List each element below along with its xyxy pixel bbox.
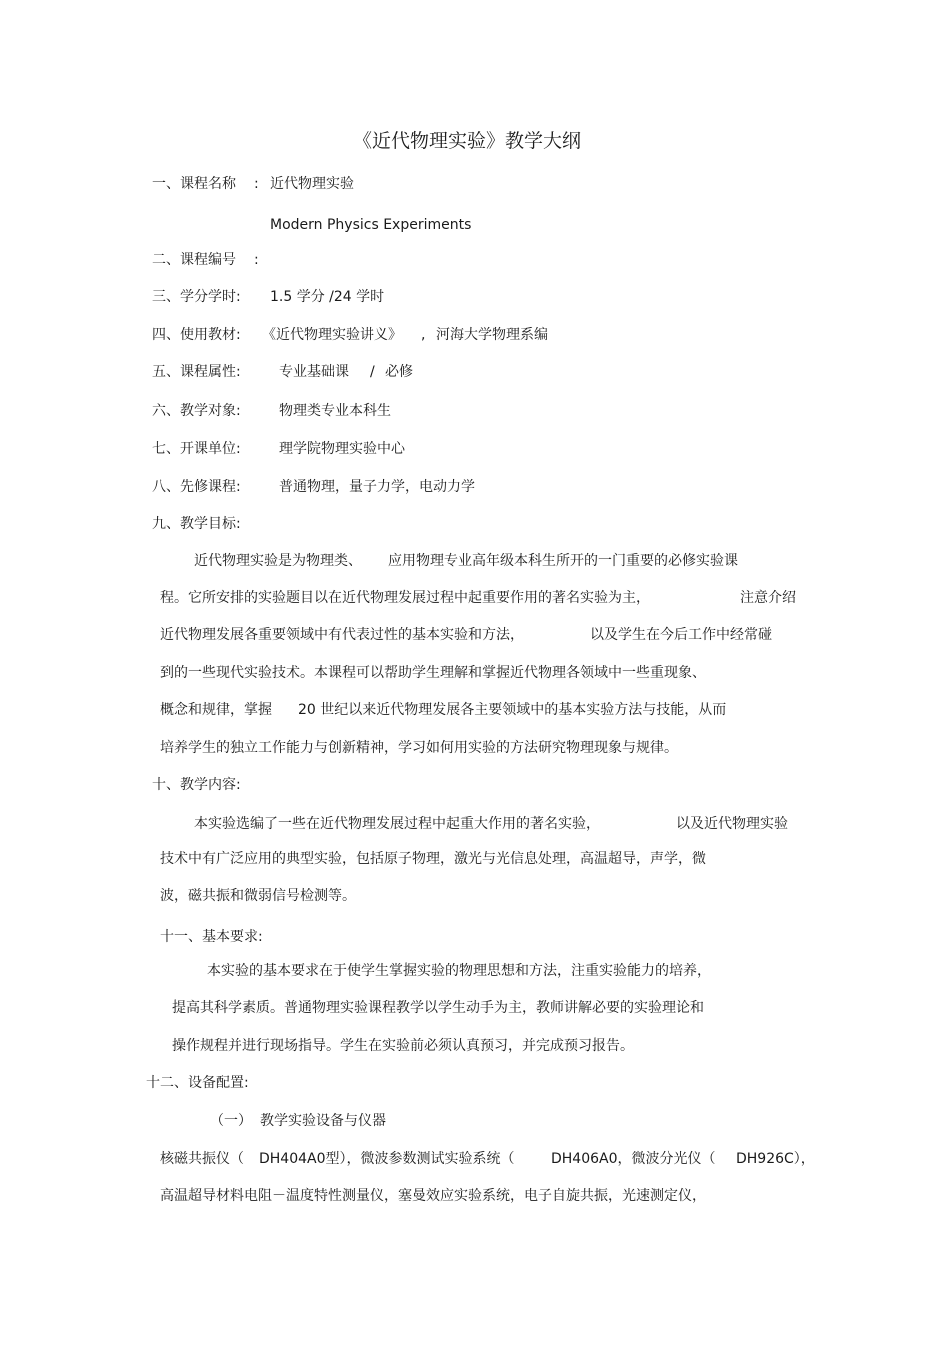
goals-line-6: 培养学生的独立工作能力与创新精神，学习如何用实验的方法研究物理现象与规律。 [160,740,678,756]
content-line-3: 波，磁共振和微弱信号检测等。 [160,888,356,904]
course-attr-label: 五、课程属性: [152,364,241,380]
textbook-label: 四、使用教材: [152,327,241,343]
course-name-label: 一、课程名称 [152,176,236,192]
goals-line-1a: 近代物理实验是为物理类、 [194,553,362,569]
course-code-label: 二、课程编号 [152,252,236,268]
content-line-1b: 以及近代物理实验 [676,816,788,832]
goals-line-1b: 应用物理专业高年级本科生所开的一门重要的必修实验课 [388,553,738,569]
goals-line-2b: 注意介绍 [740,590,796,606]
requirements-line-2: 提高其科学素质。普通物理实验课程教学以学生动手为主，教师讲解必要的实验理论和 [172,1000,704,1016]
course-name-colon: : [254,176,259,192]
textbook-value: 《近代物理实验讲义》 [262,327,402,343]
content-heading: 十、教学内容: [152,777,241,793]
textbook-publisher: 河海大学物理系编 [436,327,548,343]
course-name-cn: 近代物理实验 [270,176,354,192]
course-attr-value1: 专业基础课 [279,364,349,380]
unit-value: 理学院物理实验中心 [279,441,405,457]
requirements-line-1: 本实验的基本要求在于使学生掌握实验的物理思想和方法，注重实验能力的培养， [207,963,711,979]
credit-value: 1.5 学分 /24 学时 [270,289,385,305]
equipment-sub-number: （一） [210,1113,252,1129]
equipment-heading: 十二、设备配置: [146,1075,249,1091]
course-code-colon: : [254,252,259,268]
equipment-line-1b: DH404A0型），微波参数测试实验系统（ [259,1151,515,1167]
equipment-line-1d: DH926C）， [736,1151,815,1167]
target-label: 六、教学对象: [152,403,241,419]
course-attr-slash: / [370,364,375,380]
requirements-line-3: 操作规程并进行现场指导。学生在实验前必须认真预习，并完成预习报告。 [172,1038,634,1054]
equipment-line-1c: DH406A0，微波分光仪（ [551,1151,716,1167]
credit-label: 三、学分学时: [152,289,241,305]
unit-label: 七、开课单位: [152,441,241,457]
content-line-2: 技术中有广泛应用的典型实验，包括原子物理，激光与光信息处理，高温超导，声学，微 [160,851,706,867]
requirements-heading: 十一、基本要求: [160,929,263,945]
goals-line-4: 到的一些现代实验技术。本课程可以帮助学生理解和掌握近代物理各领域中一些重现象、 [160,665,706,681]
equipment-line-1a: 核磁共振仪（ [160,1151,244,1167]
prereq-label: 八、先修课程: [152,479,241,495]
goals-line-2a: 程。它所安排的实验题目以在近代物理发展过程中起重要作用的著名实验为主， [160,590,650,606]
course-attr-value2: 必修 [385,364,413,380]
goals-line-3b: 以及学生在今后工作中经常碰 [590,627,772,643]
textbook-comma: , [421,327,426,343]
goals-line-3a: 近代物理发展各重要领域中有代表过性的基本实验和方法， [160,627,524,643]
equipment-line-2: 高温超导材料电阻－温度特性测量仪，塞曼效应实验系统，电子自旋共振，光速测定仪， [160,1188,706,1204]
prereq-value: 普通物理，量子力学，电动力学 [279,479,475,495]
content-line-1a: 本实验选编了一些在近代物理发展过程中起重大作用的著名实验， [194,816,600,832]
course-name-en: Modern Physics Experiments [270,217,472,233]
document-title: 《近代物理实验》教学大纲 [353,130,582,152]
equipment-sub-title: 教学实验设备与仪器 [260,1113,386,1129]
goals-line-5b: 20 世纪以来近代物理发展各主要领域中的基本实验方法与技能，从而 [298,702,727,718]
goals-heading: 九、教学目标: [152,516,241,532]
target-value: 物理类专业本科生 [279,403,391,419]
goals-line-5a: 概念和规律，掌握 [160,702,272,718]
